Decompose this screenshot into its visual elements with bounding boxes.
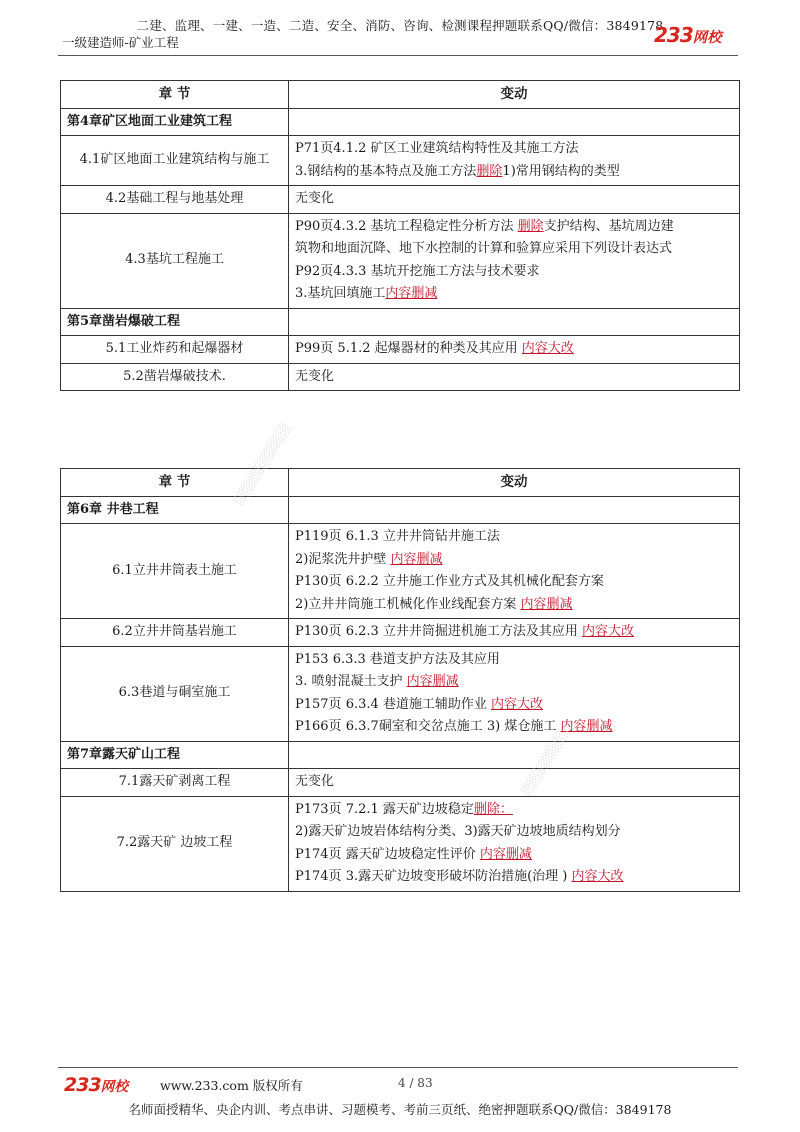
table-header-row <box>61 81 740 109</box>
change-text: P119页 6.1.3 立井井筒钻井施工法 <box>295 529 500 544</box>
change-line <box>295 526 733 549</box>
footer-copyright: www.233.com 版权所有 <box>160 1078 303 1093</box>
change-text: 3. 喷射混凝土支护 <box>295 674 407 689</box>
chapter-row <box>61 741 740 769</box>
page-number: 4 / 83 <box>398 1076 433 1090</box>
change-line <box>295 821 733 844</box>
change-mark: 内容删减 <box>390 551 443 567</box>
change-line <box>295 216 733 239</box>
section-row <box>61 363 740 391</box>
section-title: 6.3巷道与硐室施工 <box>61 646 289 741</box>
change-line <box>295 238 733 261</box>
chapter-title: 第5章凿岩爆破工程 <box>61 308 289 336</box>
section-changes <box>289 213 740 308</box>
section-changes <box>289 136 740 186</box>
column-header-section: 章 节 <box>61 469 289 497</box>
section-title: 4.1矿区地面工业建筑结构与施工 <box>61 136 289 186</box>
section-row <box>61 769 740 797</box>
change-mark: 内容大改 <box>582 624 635 639</box>
section-row <box>61 619 740 647</box>
change-text: P173页 7.2.1 露天矿边坡稳定 <box>295 801 474 817</box>
chapter-row <box>61 496 740 524</box>
footer-divider <box>58 1067 738 1068</box>
change-line <box>295 549 733 572</box>
section-changes <box>289 646 740 741</box>
change-line <box>295 671 733 694</box>
section-title: 6.2立井井筒基岩施工 <box>61 619 289 647</box>
section-row <box>61 336 740 364</box>
section-row <box>61 524 740 619</box>
section-changes <box>289 186 740 214</box>
change-mark: 内容删减 <box>385 286 438 301</box>
change-text: P153 6.3.3 巷道支护方法及其应用 <box>295 651 500 667</box>
change-mark: 删除 <box>476 163 503 179</box>
change-mark: 内容大改 <box>571 869 624 884</box>
change-mark: 内容删减 <box>560 719 613 734</box>
footer-logo <box>64 1074 128 1096</box>
section-title: 5.2凿岩爆破技术. <box>61 363 289 391</box>
change-line <box>295 694 733 717</box>
change-text: P130页 6.2.3 立井井筒掘进机施工方法及其应用 <box>295 624 583 639</box>
change-text: 筑物和地面沉降、地下水控制的计算和验算应采用下列设计表达式 <box>295 241 673 256</box>
brand-logo <box>654 23 722 47</box>
change-line <box>295 716 733 739</box>
change-text: P90页4.3.2 基坑工程稳定性分析方法 <box>295 218 518 234</box>
section-changes <box>289 524 740 619</box>
change-mark: 内容删减 <box>406 674 459 689</box>
change-line <box>295 366 733 389</box>
change-text-after: 支护结构、基坑周边建 <box>543 218 674 234</box>
change-line <box>295 649 733 672</box>
chapter-changes-empty <box>289 496 740 524</box>
change-text: P157页 6.3.4 巷道施工辅助作业 <box>295 696 492 712</box>
change-line <box>295 594 733 617</box>
header-contact-line: 二建、监理、一建、一造、二造、安全、消防、咨询、检测课程押题联系QQ/微信：3849178 <box>136 18 664 33</box>
change-line <box>295 571 733 594</box>
change-line <box>295 866 733 889</box>
change-line <box>295 138 733 161</box>
footer-contact-line: 名师面授精华、央企内训、考点串讲、习题模考、考前三页纸、绝密押题联系QQ/微信：3849178 <box>128 1102 672 1117</box>
section-row <box>61 136 740 186</box>
column-header-changes: 变动 <box>289 469 740 497</box>
change-text: 无变化 <box>295 774 335 789</box>
watermark-text: ░░░░░░░░░ <box>520 725 572 797</box>
watermark-text: ░░░░░░░░░░░ <box>232 421 293 507</box>
change-text: P99页 5.1.2 起爆器材的种类及其应用 <box>295 341 522 356</box>
change-line <box>295 844 733 867</box>
change-text: P92页4.3.3 基坑开挖施工方法与技术要求 <box>295 263 540 279</box>
change-line <box>295 188 733 211</box>
change-text: P71页4.1.2 矿区工业建筑结构特性及其施工方法 <box>295 141 579 156</box>
section-changes <box>289 619 740 647</box>
change-text: 3.基坑回填施工 <box>295 286 386 301</box>
chapter-changes-empty <box>289 108 740 136</box>
section-title: 7.2露天矿 边坡工程 <box>61 796 289 891</box>
change-text: 3.钢结构的基本特点及施工方法 <box>295 163 477 179</box>
section-title: 6.1立井井筒表土施工 <box>61 524 289 619</box>
change-text: 2)立井井筒施工机械化作业线配套方案 <box>295 596 521 612</box>
section-row <box>61 796 740 891</box>
chapter-row <box>61 108 740 136</box>
change-text: P174页 3.露天矿边坡变形破坏防治措施(治理 ) <box>295 869 572 884</box>
table-header-row <box>61 469 740 497</box>
change-line <box>295 799 733 822</box>
section-title: 7.1露天矿剥离工程 <box>61 769 289 797</box>
change-text: 无变化 <box>295 368 335 384</box>
brand-logo-main: 233 <box>654 23 693 47</box>
section-changes <box>289 769 740 797</box>
change-line <box>295 283 733 306</box>
changes-table-1 <box>60 80 740 391</box>
change-text-after: 1)常用钢结构的类型 <box>502 163 620 179</box>
change-line <box>295 771 733 794</box>
section-row <box>61 646 740 741</box>
section-title: 4.2基础工程与地基处理 <box>61 186 289 214</box>
change-text: 2)露天矿边坡岩体结构分类、3)露天矿边坡地质结构划分 <box>295 824 621 839</box>
brand-logo-sub: 网校 <box>692 30 722 46</box>
header-divider <box>58 55 738 56</box>
section-row <box>61 186 740 214</box>
change-line <box>295 621 733 644</box>
section-changes <box>289 336 740 364</box>
change-mark: 内容大改 <box>521 341 574 356</box>
section-title: 4.3基坑工程施工 <box>61 213 289 308</box>
section-title: 5.1工业炸药和起爆器材 <box>61 336 289 364</box>
section-changes <box>289 363 740 391</box>
change-line <box>295 161 733 184</box>
change-text: P174页 露天矿边坡稳定性评价 <box>295 846 480 862</box>
change-text: 无变化 <box>295 191 335 206</box>
column-header-section: 章 节 <box>61 81 289 109</box>
footer-logo-sub: 网校 <box>100 1079 129 1095</box>
change-mark: 内容删减 <box>520 596 573 612</box>
change-mark: 内容删减 <box>479 846 532 862</box>
change-line <box>295 261 733 284</box>
chapter-title: 第4章矿区地面工业建筑工程 <box>61 108 289 136</box>
changes-table-2 <box>60 468 740 892</box>
footer-logo-main: 233 <box>64 1074 101 1096</box>
change-mark: 内容大改 <box>491 696 544 712</box>
column-header-changes: 变动 <box>289 81 740 109</box>
chapter-title: 第7章露天矿山工程 <box>61 741 289 769</box>
section-changes <box>289 796 740 891</box>
chapter-row <box>61 308 740 336</box>
change-mark: 删除： <box>473 801 513 817</box>
header-subject: 一级建造师-矿业工程 <box>62 35 179 50</box>
change-text: P166页 6.3.7硐室和交岔点施工 3) 煤仓施工 <box>295 719 561 734</box>
change-mark: 删除 <box>517 218 544 234</box>
section-row <box>61 213 740 308</box>
chapter-changes-empty <box>289 741 740 769</box>
chapter-changes-empty <box>289 308 740 336</box>
chapter-title: 第6章 井巷工程 <box>61 496 289 524</box>
change-text: 2)泥浆洗井护壁 <box>295 551 391 567</box>
change-text: P130页 6.2.2 立井施工作业方式及其机械化配套方案 <box>295 574 604 589</box>
change-line <box>295 338 733 361</box>
